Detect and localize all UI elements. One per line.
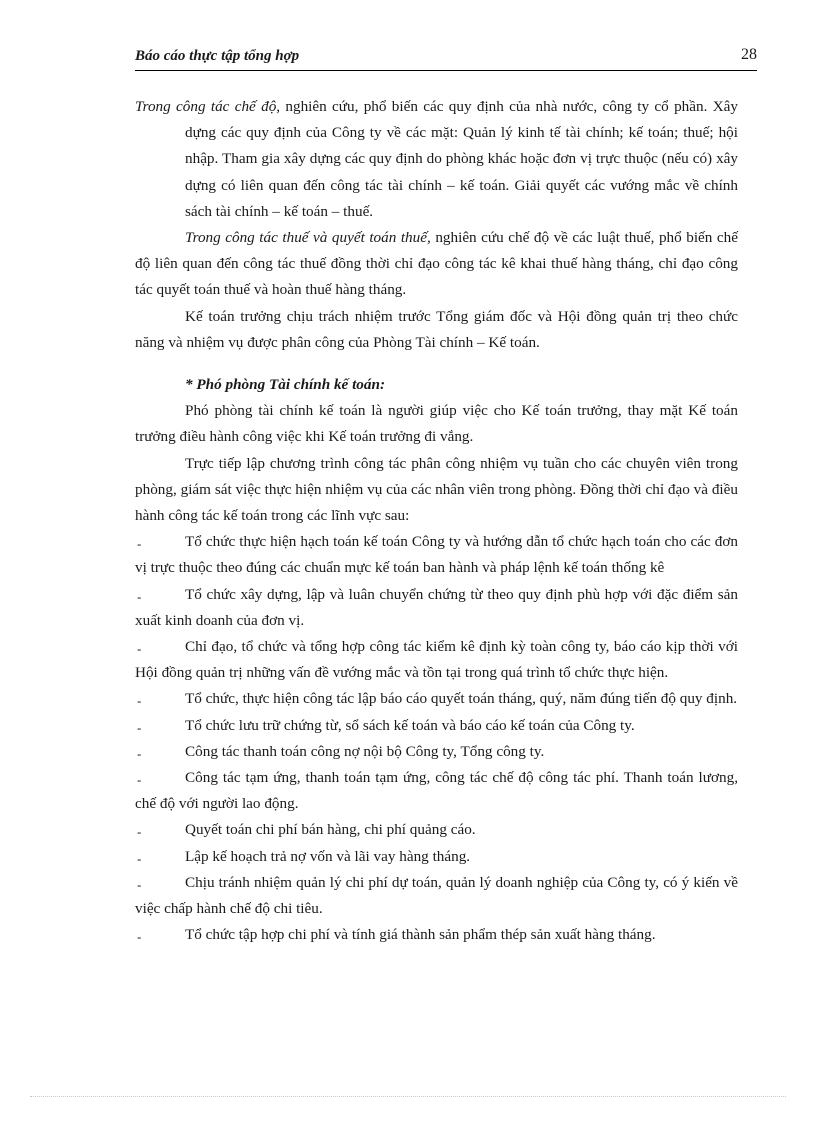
paragraph-che-do: [135, 94, 738, 225]
paragraph-lead: Trong công tác thuế và quyết toán thuế,: [185, 229, 431, 247]
bullet-dash: -: [137, 536, 142, 552]
bullet-text: Công tác thanh toán công nợ nội bộ Công ty, Tổng công ty.: [185, 742, 545, 760]
bullet-item: [135, 739, 738, 765]
bullet-dash: -: [137, 876, 142, 892]
page-number: 28: [741, 46, 757, 63]
bullet-dash: -: [137, 745, 142, 761]
bullet-text: Công tác tạm ứng, thanh toán tạm ứng, công tác chế độ công tác phí. Thanh toán lương, chế độ với người lao động.: [135, 769, 738, 813]
bullet-text: Chịu tránh nhiệm quản lý chi phí dự toán, quản lý doanh nghiệp của Công ty, có ý kiến về việc chấp hành chế độ chi tiêu.: [135, 873, 738, 918]
bullet-text: Tổ chức tập hợp chi phí và tính giá thành sản phẩm thép sản xuất hàng tháng.: [185, 926, 656, 944]
bullet-dash: -: [137, 719, 142, 735]
bullet-dash: -: [137, 693, 142, 709]
bullet-list: [135, 529, 738, 948]
section-heading: * Phó phòng Tài chính kế toán:: [185, 376, 386, 394]
paragraph-ke-toan-truong: Kế toán trưởng chịu trách nhiệm trước Tổng giám đốc và Hội đồng quản trị theo chức năng và nhiệm vụ được phân công của Phòng Tài chính – Kế toán.: [135, 307, 738, 351]
paragraph-truc-tiep: Trực tiếp lập chương trình công tác phân công nhiệm vụ tuần cho các chuyên viên trong phòng, giám sát việc thực hiện nhiệm vụ của các nhân viên trong phòng. Đồng thời chỉ đạo và điều hành công tác kế toán trong các lĩnh vực sau:: [135, 454, 738, 525]
bullet-item: [135, 922, 738, 948]
document-body: [135, 94, 738, 949]
bullet-item: [135, 634, 738, 686]
bullet-text: Tổ chức lưu trữ chứng từ, sổ sách kế toán và báo cáo kế toán của Công ty.: [185, 716, 635, 734]
bullet-item: [135, 817, 738, 843]
bullet-text: Quyết toán chi phí bán hàng, chi phí quảng cáo.: [185, 821, 476, 839]
bullet-dash: -: [137, 641, 142, 657]
bullet-item: [135, 844, 738, 870]
bullet-text: Tổ chức xây dựng, lập và luân chuyển chứng từ theo quy định phù hợp với đặc điểm sản xuất kinh doanh của đơn vị.: [135, 585, 738, 629]
header-title: Báo cáo thực tập tổng hợp: [135, 48, 300, 64]
bullet-item: [135, 582, 738, 634]
bullet-item: [135, 686, 738, 712]
paragraph-lead: Trong công tác chế độ,: [135, 98, 281, 115]
page-header: [135, 46, 757, 71]
bullet-item: [135, 529, 738, 581]
paragraph-pho-phong: Phó phòng tài chính kế toán là người giúp việc cho Kế toán trưởng, thay mặt Kế toán trưởng điều hành công việc khi Kế toán trưởng đi vắng.: [135, 402, 738, 446]
bullet-item: [135, 713, 738, 739]
bullet-dash: -: [137, 588, 142, 604]
paragraph-thue: [135, 225, 738, 304]
bullet-item: [135, 870, 738, 922]
bullet-text: Lập kế hoạch trả nợ vốn và lãi vay hàng tháng.: [185, 847, 471, 865]
bullet-item: [135, 765, 738, 817]
bullet-dash: -: [137, 929, 142, 945]
paragraph-text: nghiên cứu chế độ về các luật thuế, phổ biến chế độ liên quan đến công tác thuế đồng thời chỉ đạo công tác kê khai thuế hàng tháng, chỉ đạo công tác quyết toán thuế và hoàn thuế hàng tháng.: [135, 229, 738, 299]
bullet-text: Tổ chức thực hiện hạch toán kế toán Công ty và hướng dẫn tổ chức hạch toán cho các đơn vị trực thuộc theo đúng các chuẩn mực kế toán ban hành và pháp lệnh kế toán thống kê: [135, 533, 738, 577]
footer-divider: [30, 1096, 786, 1097]
bullet-dash: -: [137, 850, 142, 866]
paragraph-text: nghiên cứu, phổ biến các quy định của nhà nước, công ty cổ phần. Xây dựng các quy định của Công ty về các mặt: Quản lý kinh tế tài chính; kế toán; thuế; hội nhập. Tham gia xây dựng các quy định do phòng khác hoặc đơn vị trực thuộc (nếu có) xây dựng có liên quan đến công tác tài chính – kế toán. Giải quyết các vướng mắc về chính sách tài chính – kế toán – thuế.: [185, 98, 738, 220]
bullet-text: Chỉ đạo, tổ chức và tổng hợp công tác kiểm kê định kỳ toàn công ty, báo cáo kịp thời với Hội đồng quản trị những vấn đề vướng mắc và tồn tại trong quá trình tổ chức thực hiện.: [135, 638, 738, 682]
bullet-dash: -: [137, 772, 142, 788]
bullet-text: Tổ chức, thực hiện công tác lập báo cáo quyết toán tháng, quý, năm đúng tiến độ quy định.: [185, 690, 738, 708]
bullet-dash: -: [137, 824, 142, 840]
